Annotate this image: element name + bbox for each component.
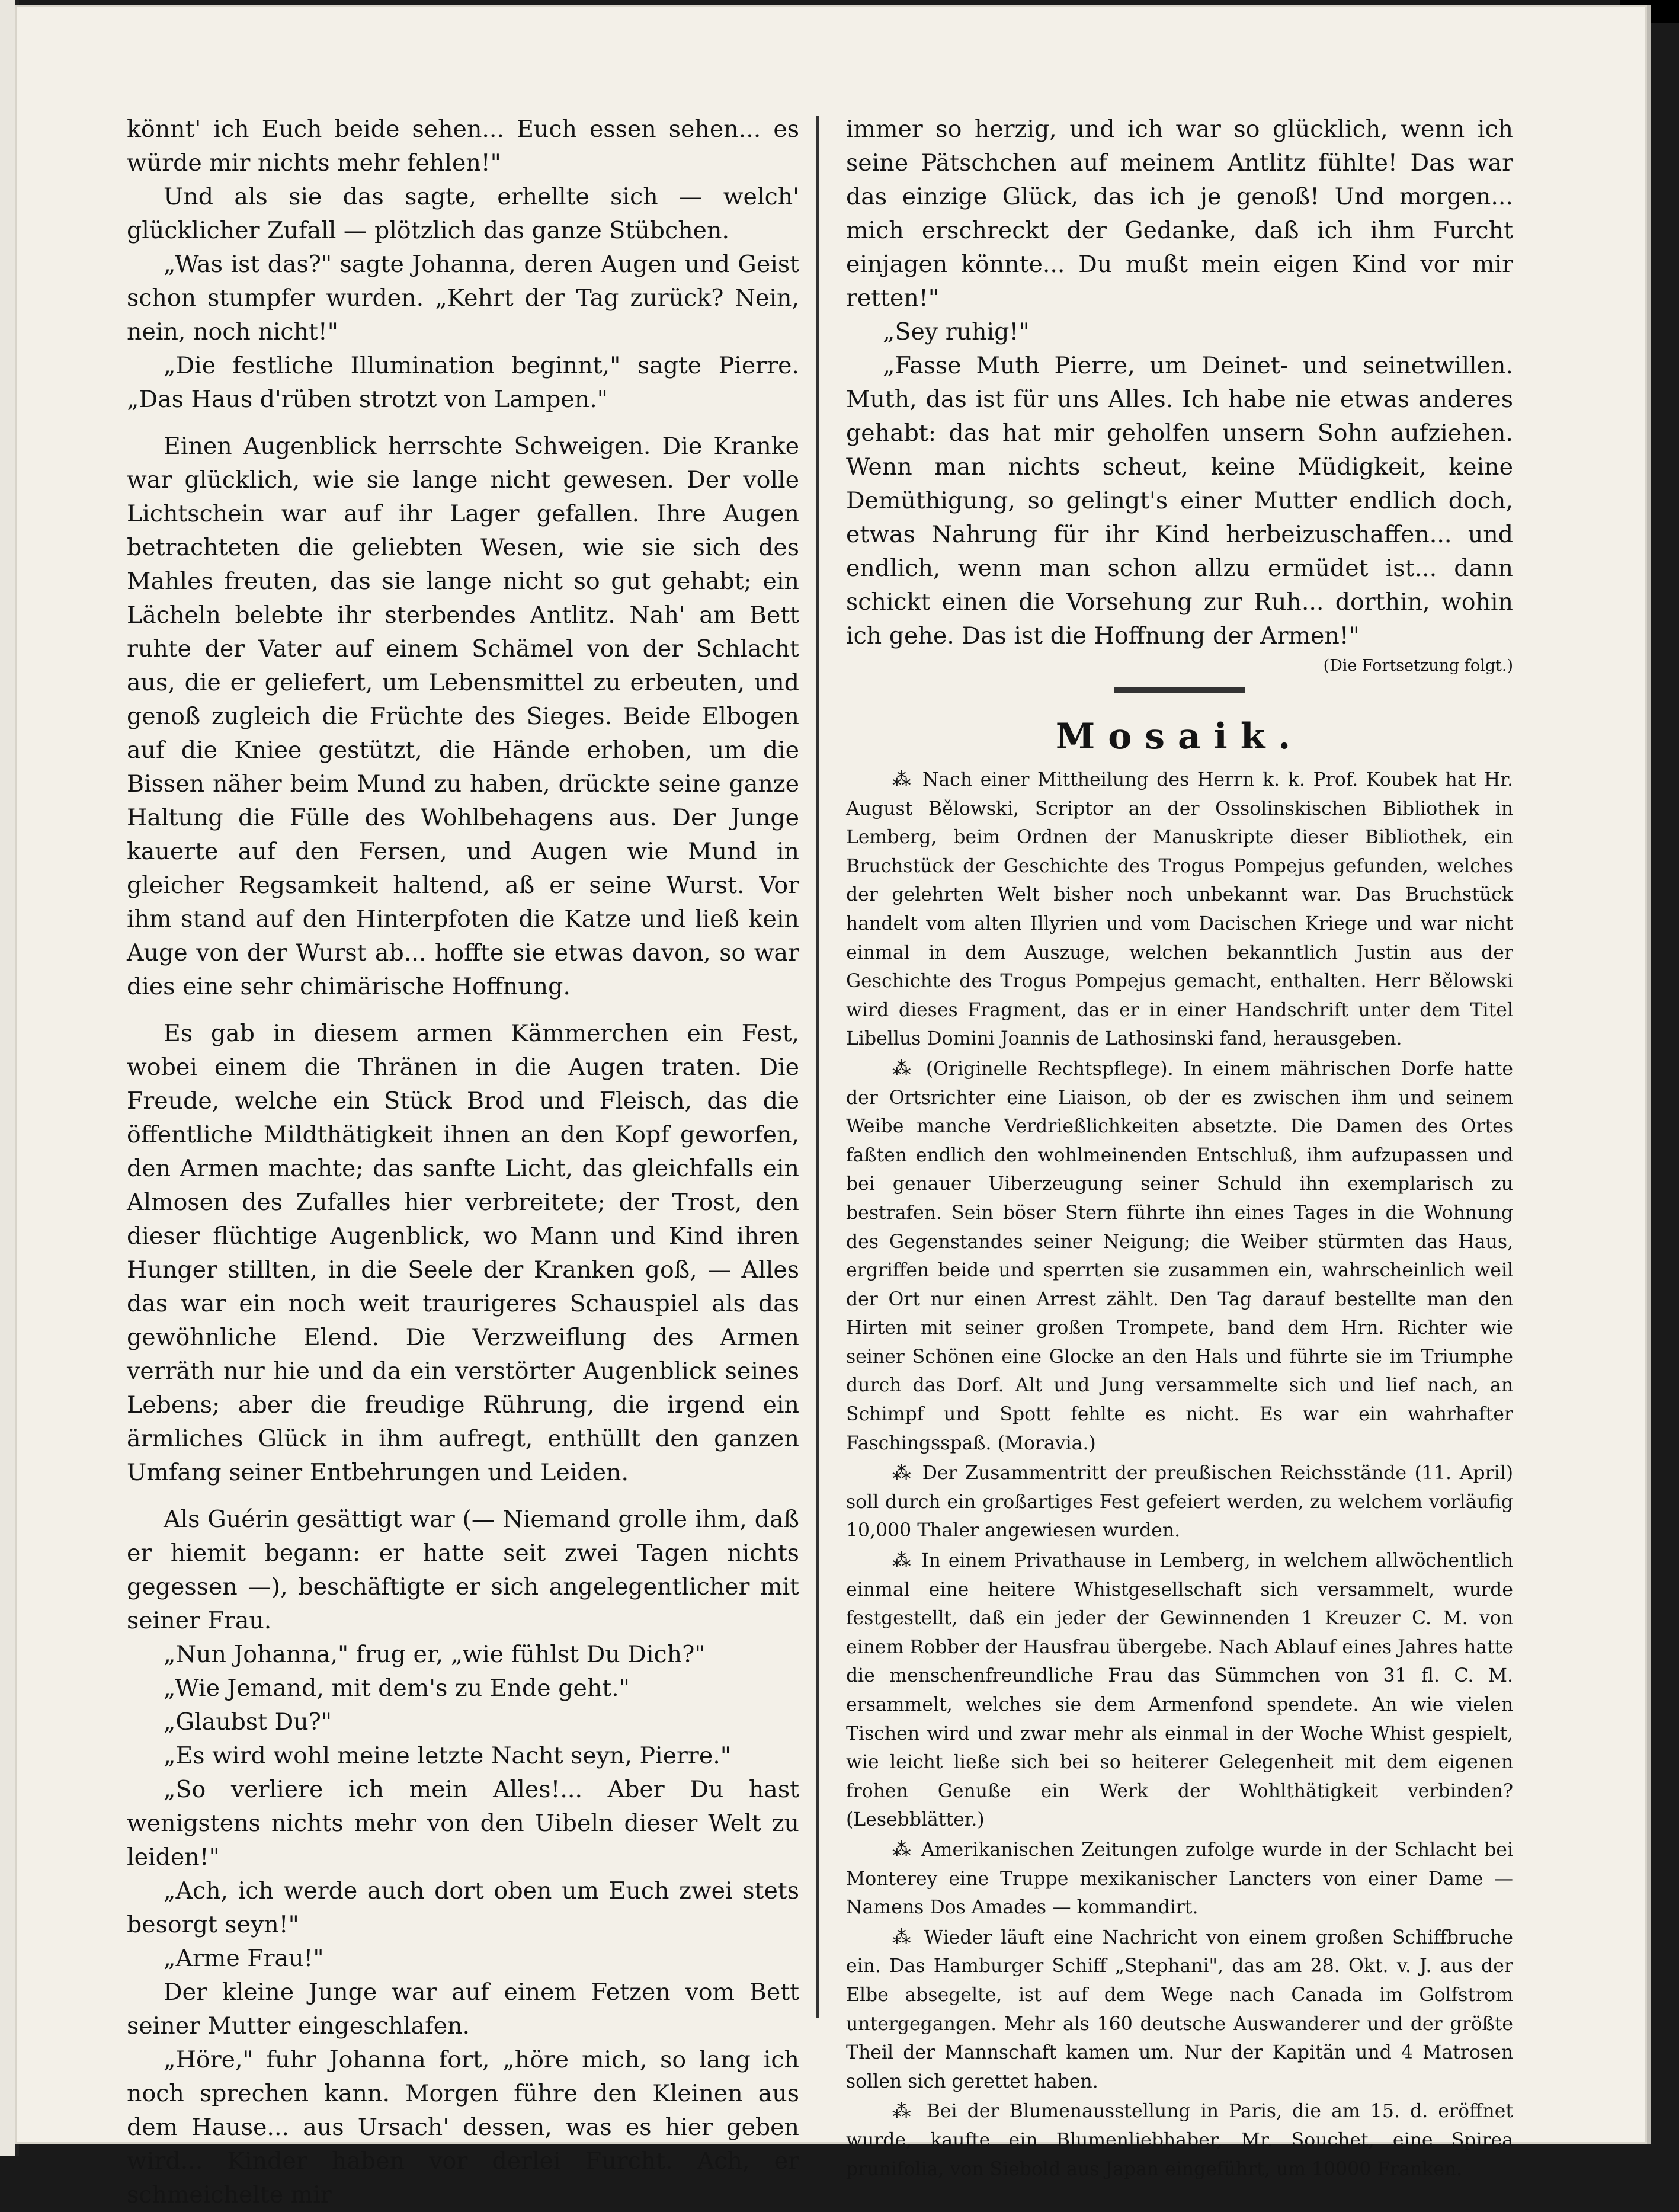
paragraph: „Was ist das?" sagte Johanna, deren Augen und Geist schon stumpfer wurden. „Kehrt der Tag zurück? Nein, nein, noch nicht!"	[127, 251, 799, 345]
dialogue-line: „Es wird wohl meine letzte Nacht seyn, Pierre."	[164, 1742, 731, 1769]
item-marker-icon: ⁂	[892, 769, 915, 790]
continued-note: (Die Fortsetzung folgt.)	[1323, 657, 1513, 675]
mosaic-item	[846, 1547, 1513, 1835]
dialogue-line: „Wie Jemand, mit dem's zu Ende geht."	[164, 1675, 630, 1702]
item-marker-icon: ⁂	[892, 1550, 914, 1572]
mosaic-item	[846, 1459, 1513, 1545]
paragraph: Und als sie das sagte, erhellte sich — welch' glücklicher Zufall — plötzlich das ganze Stübchen.	[127, 183, 799, 244]
paragraph: „Die festliche Illumination beginnt," sagte Pierre. „Das Haus d'rüben strotzt von Lampen."	[127, 352, 799, 413]
mosaic-item-text: Der Zusammentritt der preußischen Reichsstände (11. April) soll durch ein großartiges Fest gefeiert werden, zu welchem vorläufig 10,000 Thaler angewiesen wurden.	[846, 1462, 1513, 1542]
item-marker-icon: ⁂	[892, 1926, 915, 1948]
mosaic-item	[846, 1836, 1513, 1922]
item-marker-icon: ⁂	[892, 2101, 917, 2123]
dialogue-line: „Sey ruhig!"	[883, 318, 1030, 345]
paragraph: immer so herzig, und ich war so glücklich, wenn ich seine Pätschchen auf meinem Antlitz fühlte! Das war das einzige Glück, das ich je genoß! Und morgen... mich erschreckt der Gedanke, daß ich ihm Furcht einjagen könnte... Du mußt mein eigen Kind vor mir retten!"	[846, 116, 1513, 312]
left-column	[127, 113, 799, 2208]
paragraph: Der kleine Junge war auf einem Fetzen vom Bett seiner Mutter eingeschlafen.	[127, 1979, 799, 2040]
mosaic-item-text: Nach einer Mittheilung des Herrn k. k. Prof. Koubek hat Hr. August Bělowski, Scriptor an der Ossolinskischen Bibliothek in Lemberg, beim Ordnen der Manuskripte dieser Bibliothek, ein Bruchstück der Geschichte des Trogus Pompejus gefunden, welches der gelehrten Welt bisher noch unbekannt war. Das Bruchstück handelt vom alten Illyrien und vom Dacischen Kriege und war nicht einmal in dem Auszuge, welchen bekanntlich Justin aus der Geschichte des Trogus Pompejus gemacht, enthalten. Herr Bělowski wird dieses Fragment, das er in einer Handschrift unter dem Titel Libellus Domini Joannis de Lathosinski fand, herausgeben.	[846, 769, 1513, 1050]
paragraph: „Höre," fuhr Johanna fort, „höre mich, so lang ich noch sprechen kann. Morgen führe den Kleinen aus dem Hause... aus Ursach' dessen, was es hier geben wird... Kinder haben vor derlei Furcht. Ach, er schmeichelte mir	[127, 2046, 799, 2208]
mosaic-item-text: (Originelle Rechtspflege). In einem mährischen Dorfe hatte der Ortsrichter eine Liaison, ob der es zwischen ihm und seinem Weibe manche Verdrießlichkeiten absetzte. Die Damen des Ortes faßten endlich den wohlmeinenden Entschluß, ihm aufzupassen und bei genauer Uiberzeugung seiner Schuld ihn exemplarisch zu bestrafen. Sein böser Stern führte ihn eines Tages in die Wohnung des Gegenstandes seiner Neigung; die Weiber stürmten das Haus, ergriffen beide und sperrten sie zusammen ein, wahrscheinlich weil der Ort nur einen Arrest zählt. Den Tag darauf bestellte man den Hirten mit seiner großen Trompete, band dem Hrn. Richter wie seiner Schönen eine Glocke an den Hals und führte sie im Triumphe durch das Dorf. Alt und Jung versammelte sich und lief nach, an Schimpf und Spott fehlte es nicht. Es war ein wahrhafter Faschingsspaß. (Moravia.)	[846, 1058, 1514, 1454]
section-title: Mosaik.	[1055, 716, 1304, 757]
mosaic-item-text: Bei der Blumenausstellung in Paris, die am 15. d. eröffnet wurde, kaufte ein Blumenliebhaber, Mr. Souchet, eine Spirea prunifolia, von Siebold aus Japan eingeführt, um 10000 Franken.	[846, 2101, 1514, 2180]
dialogue-line: „Ach, ich werde auch dort oben um Euch zwei stets besorgt seyn!"	[127, 1877, 799, 1938]
dialogue-line: „Nun Johanna," frug er, „wie fühlst Du Dich?"	[164, 1641, 706, 1668]
paragraph: „Fasse Muth Pierre, um Deinet- und seinetwillen. Muth, das ist für uns Alles. Ich habe nie etwas anderes gehabt: das hat mir geholfen unsern Sohn aufziehen. Wenn man nichts scheut, keine Müdigkeit, keine Demüthigung, so gelingt's einer Mutter endlich doch, etwas Nahrung für ihr Kind herbeizuschaffen... und endlich, wenn man schon allzu ermüdet ist... dann schickt einen die Vorsehung zur Ruh... dorthin, wohin ich gehe. Das ist die Hoffnung der Armen!"	[846, 352, 1513, 649]
mosaic-item	[846, 2097, 1513, 2184]
dialogue-line: „Arme Frau!"	[164, 1945, 324, 1972]
section-rule	[1114, 687, 1245, 693]
mosaic-item	[846, 1055, 1513, 1458]
dialogue-line: „Glaubst Du?"	[164, 1708, 332, 1736]
mosaic-item-text: Amerikanischen Zeitungen zufolge wurde in der Schlacht bei Monterey eine Truppe mexikanischer Lancters von einer Dame — Namens Dos Amades — kommandirt.	[846, 1839, 1514, 1919]
dialogue-line: „So verliere ich mein Alles!... Aber Du hast wenigstens nichts mehr von den Uibeln dieser Welt zu leiden!"	[127, 1776, 799, 1871]
mosaic-item	[846, 1923, 1513, 2096]
right-column	[846, 113, 1514, 2180]
mosaic-item-text: Wieder läuft eine Nachricht von einem großen Schiffbruche ein. Das Hamburger Schiff „Stephani", das am 28. Okt. v. J. aus der Elbe absegelte, ist auf dem Wege nach Canada im Golfstrom untergegangen. Mehr als 160 deutsche Auswanderer und der größte Theil der Mannschaft kamen um. Nur der Kapitän und 4 Matrosen sollen sich gerettet haben.	[846, 1926, 1513, 2092]
item-marker-icon: ⁂	[892, 1058, 917, 1080]
paragraph: Als Guérin gesättigt war (— Niemand grolle ihm, daß er hiemit begann: er hatte seit zwei Tagen nichts gegessen —), beschäftigte er sich angelegentlicher mit seiner Frau.	[127, 1506, 799, 1634]
mosaic-item	[846, 766, 1513, 1054]
paragraph: könnt' ich Euch beide sehen... Euch essen sehen... es würde mir nichts mehr fehlen!"	[127, 116, 799, 177]
mosaic-section	[846, 766, 1513, 2184]
item-marker-icon: ⁂	[892, 1839, 914, 1861]
paragraph: Einen Augenblick herrschte Schweigen. Die Kranke war glücklich, wie sie lange nicht gewesen. Der volle Lichtschein war auf ihr Lager gefallen. Ihre Augen betrachteten die geliebten Wesen, wie sie sich des Mahles freuten, das sie lange nicht so gut gehabt; ein Lächeln belebte ihr sterbendes Antlitz. Nah' am Bett ruhte der Vater auf einem Schämel von der Schlacht aus, die er geliefert, um Lebensmittel zu erbeuten, und genoß zugleich die Früchte des Sieges. Beide Elbogen auf die Kniee gestützt, die Hände erhoben, um die Bissen näher beim Mund zu haben, drückte seine ganze Haltung die Fülle des Wohlbehagens aus. Der Junge kauerte auf den Fersen, und Augen wie Mund in gleicher Regsamkeit haltend, aß er seine Wurst. Vor ihm stand auf den Hinterpfoten die Katze und ließ kein Auge von der Wurst ab... hoffte sie etwas davon, so war dies eine sehr chimärische Hoffnung.	[127, 433, 799, 1000]
item-marker-icon: ⁂	[892, 1462, 915, 1484]
column-divider	[816, 116, 819, 2018]
mosaic-item-text: In einem Privathause in Lemberg, in welchem allwöchentlich einmal eine heitere Whistgesellschaft sich versammelt, wurde festgestellt, daß ein jeder der Gewinnenden 1 Kreuzer C. M. von einem Robber der Hausfrau übergebe. Nach Ablauf eines Jahres hatte die menschenfreundliche Frau das Sümmchen von 31 fl. C. M. ersammelt, welches sie dem Armenfond spendete. An wie vielen Tischen wird und zwar mehr als einmal in der Woche Whist gespielt, wie leicht ließe sich bei so heiterer Gelegenheit mit dem eigenen frohen Genuße ein Werk der Wohlthätigkeit verbinden? (Lesebblätter.)	[846, 1550, 1514, 1831]
paragraph: Es gab in diesem armen Kämmerchen ein Fest, wobei einem die Thränen in die Augen traten. Die Freude, welche ein Stück Brod und Fleisch, das die öffentliche Mildthätigkeit ihnen an den Kopf geworfen, den Armen machte; das sanfte Licht, das gleichfalls ein Almosen des Zufalles hier verbreitete; der Trost, den dieser flüchtige Augenblick, wo Mann und Kind ihren Hunger stillten, in die Seele der Kranken goß, — Alles das war ein noch weit traurigeres Schauspiel als das gewöhnliche Elend. Die Verzweiflung des Armen verräth nur hie und da ein verstörter Augenblick seines Lebens; aber die freudige Rührung, die irgend ein ärmliches Glück in ihm aufregt, enthüllt den ganzen Umfang seiner Entbehrungen und Leiden.	[127, 1020, 799, 1486]
